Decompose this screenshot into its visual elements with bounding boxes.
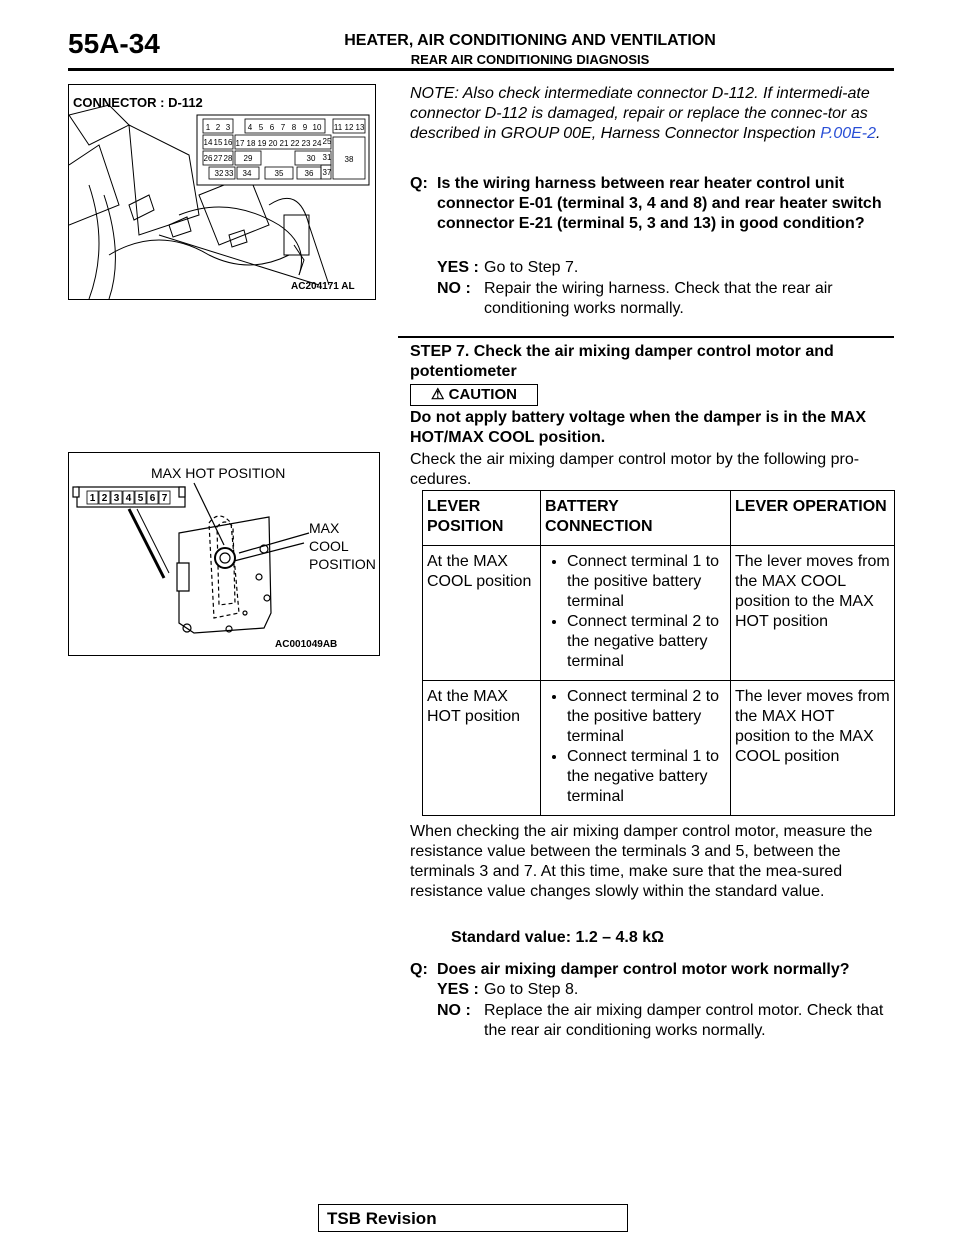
note-link[interactable]: P.00E-2	[820, 125, 877, 142]
figure-code: AC001049AB	[275, 639, 338, 650]
svg-text:7: 7	[161, 493, 168, 504]
svg-text:6: 6	[269, 123, 275, 132]
svg-text:3: 3	[113, 493, 120, 504]
svg-text:5: 5	[258, 123, 264, 132]
svg-text:14: 14	[203, 138, 213, 147]
connector-drawing	[69, 85, 375, 299]
yes-text: Go to Step 7.	[484, 259, 579, 276]
note-text	[410, 84, 894, 144]
max-hot-label: MAX HOT POSITION	[151, 465, 286, 481]
svg-text:1: 1	[205, 123, 211, 132]
answer-yes	[437, 980, 894, 1000]
no-label: NO :	[437, 1002, 471, 1019]
svg-text:34: 34	[242, 169, 252, 178]
table-cell: At the MAX COOL position	[423, 546, 541, 681]
yes-text: Go to Step 8.	[484, 981, 579, 998]
table-cell: At the MAX HOT position	[423, 681, 541, 816]
page-subtitle: REAR AIR CONDITIONING DIAGNOSIS	[410, 52, 650, 67]
step-title: STEP 7. Check the air mixing damper control motor and potentiometer	[410, 343, 834, 380]
question-text: Does air mixing damper control motor work normally?	[437, 961, 850, 978]
svg-text:27: 27	[213, 154, 223, 163]
figure-code: AC204171 AL	[291, 281, 355, 292]
svg-text:31: 31	[322, 153, 332, 162]
svg-text:28: 28	[223, 154, 233, 163]
max-cool-line: POSITION	[309, 556, 376, 572]
svg-text:13: 13	[355, 123, 365, 132]
no-label: NO :	[437, 280, 471, 297]
svg-text:1: 1	[89, 493, 96, 504]
step-rule	[398, 336, 894, 338]
table-cell: The lever moves from the MAX HOT position to the MAX COOL position	[731, 681, 895, 816]
svg-text:4: 4	[125, 493, 132, 504]
standard-value: Standard value: 1.2 – 4.8 kΩ	[451, 929, 664, 946]
svg-text:36: 36	[304, 169, 314, 178]
max-cool-line: COOL	[309, 538, 349, 554]
caution-text: Do not apply battery voltage when the damper is in the MAX HOT/MAX COOL position.	[410, 409, 867, 446]
svg-text:9: 9	[302, 123, 308, 132]
max-cool-line: MAX	[309, 520, 340, 536]
svg-text:26: 26	[203, 154, 213, 163]
svg-text:17: 17	[235, 139, 245, 148]
list-item: • Connect terminal 2 to the negative battery terminal	[567, 612, 726, 672]
table-cell: The lever moves from the MAX COOL position to the MAX HOT position	[731, 546, 895, 681]
svg-text:38: 38	[344, 155, 354, 164]
svg-text:6: 6	[149, 493, 156, 504]
list-item: • Connect terminal 1 to the negative battery terminal	[567, 747, 726, 807]
caution-box	[410, 384, 538, 406]
svg-text:21: 21	[279, 139, 289, 148]
table-row	[423, 681, 895, 816]
yes-label: YES :	[437, 259, 479, 276]
resistance-text: When checking the air mixing damper control motor, measure the resistance value between the terminals 3 and 5, between the terminals 3 and 7. At this time, make sure that the mea-sured resistance value changes slowly within the standard value.	[410, 823, 873, 900]
page-number: 55A-34	[68, 28, 160, 59]
question-label: Q:	[410, 175, 428, 192]
note-body: NOTE: Also check intermediate connector D-112. If intermedi-ate connector D-112 is damaged, repair or replace the connec-tor as described in GROUP 00E, Harness Connector Inspection	[410, 85, 870, 142]
no-text: Repair the wiring harness. Check that the rear air conditioning works normally.	[484, 280, 833, 317]
question-label: Q:	[410, 961, 428, 978]
svg-text:35: 35	[274, 169, 284, 178]
svg-text:24: 24	[312, 139, 322, 148]
tsb-revision: TSB Revision	[318, 1204, 628, 1232]
svg-text:4: 4	[247, 123, 253, 132]
table-header-row	[423, 491, 895, 546]
connector-figure	[68, 84, 376, 300]
list-item: • Connect terminal 2 to the positive battery terminal	[567, 687, 726, 747]
svg-text:19: 19	[257, 139, 267, 148]
svg-text:23: 23	[301, 139, 311, 148]
svg-text:33: 33	[224, 169, 234, 178]
svg-text:5: 5	[137, 493, 144, 504]
table-header: LEVER OPERATION	[731, 491, 895, 546]
svg-text:12: 12	[344, 123, 354, 132]
answer-no	[437, 279, 894, 319]
connector-label: CONNECTOR : D-112	[73, 95, 203, 110]
procedure-table	[422, 490, 895, 816]
caution-label: CAUTION	[448, 386, 517, 403]
question-1	[410, 174, 894, 234]
damper-motor-figure	[68, 452, 380, 656]
svg-text:25: 25	[322, 137, 332, 146]
question-2	[410, 960, 894, 980]
page-title: HEATER, AIR CONDITIONING AND VENTILATION	[344, 32, 716, 49]
answer-yes	[437, 258, 894, 278]
svg-text:29: 29	[243, 154, 253, 163]
svg-text:3: 3	[225, 123, 231, 132]
svg-text:30: 30	[306, 154, 316, 163]
svg-text:37: 37	[322, 168, 332, 177]
svg-text:8: 8	[291, 123, 297, 132]
svg-text:7: 7	[280, 123, 286, 132]
svg-text:10: 10	[312, 123, 322, 132]
check-text: Check the air mixing damper control motor by the following pro-cedures.	[410, 451, 860, 488]
svg-text:18: 18	[246, 139, 256, 148]
svg-text:16: 16	[223, 138, 233, 147]
table-cell	[541, 681, 731, 816]
table-cell	[541, 546, 731, 681]
warning-icon: ⚠	[431, 386, 445, 403]
yes-label: YES :	[437, 981, 479, 998]
answer-no	[437, 1001, 894, 1041]
table-header: LEVER POSITION	[423, 491, 541, 546]
svg-text:2: 2	[101, 493, 108, 504]
svg-text:22: 22	[290, 139, 300, 148]
max-cool-label	[309, 519, 376, 573]
question-text: Is the wiring harness between rear heater control unit connector E-01 (terminal 3, 4 and 8) and rear heater switch connector E-21 (terminal 5, 3 and 13) in good condition?	[437, 175, 882, 232]
list-item: • Connect terminal 1 to the positive battery terminal	[567, 552, 726, 612]
svg-text:11: 11	[333, 123, 343, 132]
table-row	[423, 546, 895, 681]
svg-text:32: 32	[214, 169, 224, 178]
svg-text:20: 20	[268, 139, 278, 148]
svg-text:2: 2	[215, 123, 221, 132]
note-end: .	[876, 125, 881, 142]
table-header: BATTERY CONNECTION	[541, 491, 731, 546]
header-rule	[68, 68, 894, 71]
no-text: Replace the air mixing damper control motor. Check that the rear air conditioning works normally.	[484, 1002, 884, 1039]
svg-text:15: 15	[213, 138, 223, 147]
